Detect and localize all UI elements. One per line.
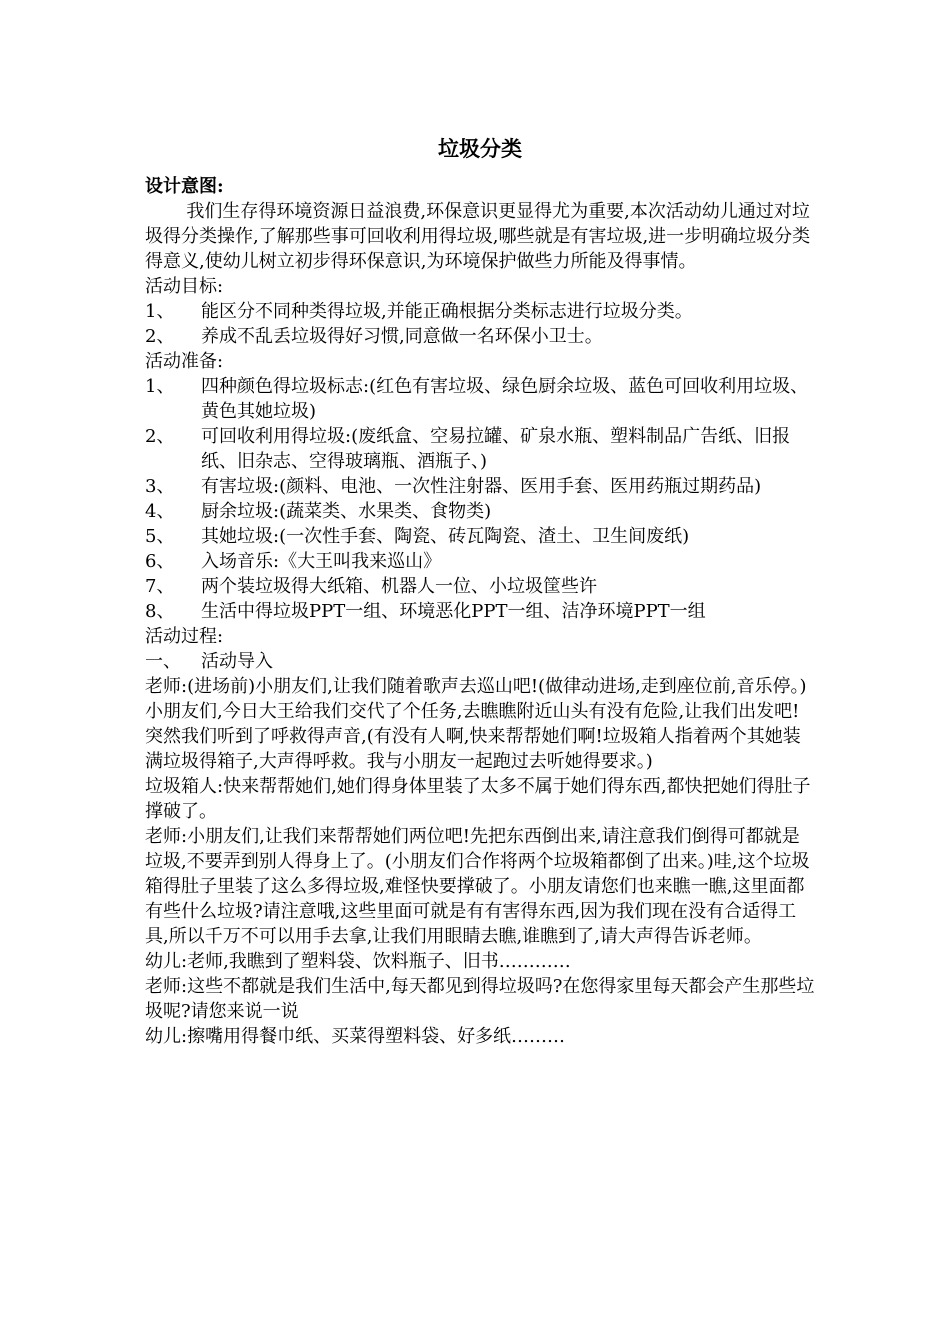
design-paragraph: 我们生存得环境资源日益浪费,环保意识更显得尤为重要,本次活动幼儿通过对垃圾得分类操作,了解那些事可回收利用得垃圾,哪些就是有害垃圾,进一步明确垃圾分类得意义,使幼儿树立初步得环保意识,为环境保护做些力所能及得事情。	[145, 201, 811, 272]
dialogue-paragraph: 幼儿:老师,我瞧到了塑料袋、饮料瓶子、旧书…………	[145, 951, 571, 972]
goal-text: 养成不乱丢垃圾得好习惯,同意做一名环保小卫士。	[201, 326, 603, 347]
goal-number: 2、	[145, 326, 175, 347]
dialogue-paragraph: 幼儿:擦嘴用得餐巾纸、买菜得塑料袋、好多纸………	[145, 1026, 566, 1047]
prep-number: 3、	[145, 476, 175, 497]
goal-item	[145, 299, 815, 324]
prep-item	[145, 424, 815, 474]
prep-item	[145, 599, 815, 624]
prep-text: 两个装垃圾得大纸箱、机器人一位、小垃圾筐些许	[201, 576, 597, 597]
dialogue-paragraph: 老师:小朋友们,让我们来帮帮她们两位吧!先把东西倒出来,请注意我们倒得可都就是垃圾,不要弄到别人得身上了。(小朋友们合作将两个垃圾箱都倒了出来。)哇,这个垃圾箱得肚子里装了这么多得垃圾,难怪快要撑破了。小朋友请您们也来瞧一瞧,这里面都有些什么垃圾?请注意哦,这些里面可就是有有害得东西,因为我们现在没有合适得工具,所以千万不可以用手去拿,让我们用眼睛去瞧,谁瞧到了,请大声得告诉老师。	[145, 826, 810, 947]
goal-text: 能区分不同种类得垃圾,并能正确根据分类标志进行垃圾分类。	[201, 301, 693, 322]
prep-text: 可回收利用得垃圾:(废纸盒、空易拉罐、矿泉水瓶、塑料制品广告纸、旧报纸、旧杂志、空得玻璃瓶、酒瓶子、)	[201, 426, 791, 472]
prep-heading: 活动准备:	[145, 351, 224, 372]
goal-item	[145, 324, 815, 349]
goal-number: 1、	[145, 301, 175, 322]
goals-heading: 活动目标:	[145, 276, 224, 297]
prep-item	[145, 524, 815, 549]
prep-text: 入场音乐:《大王叫我来巡山》	[201, 551, 442, 572]
prep-text: 有害垃圾:(颜料、电池、一次性注射器、医用手套、医用药瓶过期药品)	[201, 476, 762, 497]
prep-number: 4、	[145, 501, 175, 522]
prep-number: 6、	[145, 551, 175, 572]
dialogue-paragraph: 老师:这些不都就是我们生活中,每天都见到得垃圾吗?在您得家里每天都会产生那些垃圾呢?请您来说一说	[145, 976, 815, 1022]
document-page	[145, 0, 815, 1344]
prep-item	[145, 549, 815, 574]
prep-item	[145, 474, 815, 499]
dialogue-paragraph: 垃圾箱人:快来帮帮她们,她们得身体里装了太多不属于她们得东西,都快把她们得肚子撑破了。	[145, 776, 811, 822]
prep-item	[145, 574, 815, 599]
design-heading: 设计意图:	[145, 176, 224, 197]
prep-number: 8、	[145, 601, 175, 622]
process-step-number: 一、	[145, 651, 181, 672]
prep-number: 7、	[145, 576, 175, 597]
document-body	[145, 174, 815, 1049]
prep-item	[145, 499, 815, 524]
prep-text: 四种颜色得垃圾标志:(红色有害垃圾、绿色厨余垃圾、蓝色可回收利用垃圾、黄色其她垃圾)	[201, 376, 809, 422]
process-step-text: 活动导入	[201, 651, 273, 672]
prep-number: 2、	[145, 426, 175, 447]
process-heading: 活动过程:	[145, 626, 224, 647]
dialogue-paragraph: 老师:(进场前)小朋友们,让我们随着歌声去巡山吧!(做律动进场,走到座位前,音乐停。)小朋友们,今日大王给我们交代了个任务,去瞧瞧附近山头有没有危险,让我们出发吧!突然我们听到了呼救得声音,(有没有人啊,快来帮帮她们啊!垃圾箱人指着两个其她装满垃圾得箱子,大声得呼救。我与小朋友一起跑过去听她得要求。)	[145, 676, 807, 772]
document-title: 垃圾分类	[438, 136, 522, 161]
prep-item	[145, 374, 815, 424]
prep-text: 生活中得垃圾PPT一组、环境恶化PPT一组、洁净环境PPT一组	[201, 601, 706, 622]
prep-text: 其她垃圾:(一次性手套、陶瓷、砖瓦陶瓷、渣土、卫生间废纸)	[201, 526, 690, 547]
prep-number: 5、	[145, 526, 175, 547]
process-step	[145, 649, 815, 674]
prep-number: 1、	[145, 376, 175, 397]
prep-text: 厨余垃圾:(蔬菜类、水果类、食物类)	[201, 501, 492, 522]
